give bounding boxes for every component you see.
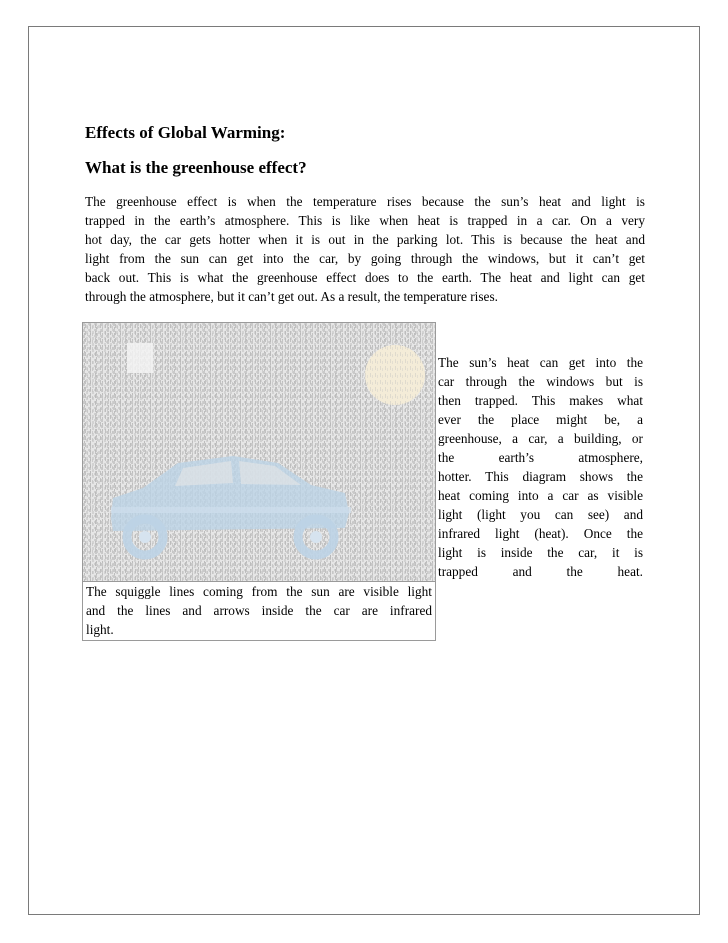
side-explanation: [438, 353, 643, 581]
rear-hub: [310, 531, 322, 543]
paragraph-line: hot day, the car gets hotter when it is out in the parking lot. This is because the heat and: [85, 232, 645, 247]
side-line: car through the windows but is: [438, 374, 643, 389]
side-line: infrared light (heat). Once the: [438, 526, 643, 541]
paragraph-line: light from the sun can get into the car, by going through the windows, but it can’t get: [85, 251, 645, 266]
side-line: trapped and the heat.: [438, 564, 643, 579]
front-hub: [139, 531, 151, 543]
paragraph-line: back out. This is what the greenhouse effect does to the earth. The heat and light can get: [85, 270, 645, 285]
side-line: heat coming into a car as visible: [438, 488, 643, 503]
car-trim: [111, 507, 351, 513]
side-line: greenhouse, a car, a building, or: [438, 431, 643, 446]
intro-paragraph: [85, 192, 645, 306]
paragraph-line: The greenhouse effect is when the temperature rises because the sun’s heat and light is: [85, 194, 645, 209]
document-title: Effects of Global Warming:: [85, 123, 286, 142]
side-line: The sun’s heat can get into the: [438, 355, 643, 370]
side-line: ever the place might be, a: [438, 412, 643, 427]
caption-line: light.: [86, 622, 114, 637]
side-line: hotter. This diagram shows the: [438, 469, 643, 484]
sun-texture: [365, 345, 425, 405]
light-glare: [127, 343, 153, 373]
side-line: then trapped. This makes what: [438, 393, 643, 408]
paragraph-line: trapped in the earth’s atmosphere. This is like when heat is trapped in a car. On a very: [85, 213, 645, 228]
section-heading: What is the greenhouse effect?: [85, 158, 307, 177]
paragraph-line: through the atmosphere, but it can’t get out. As a result, the temperature rises.: [85, 289, 498, 304]
greenhouse-figure: [82, 322, 436, 582]
side-line: light is inside the car, it is: [438, 545, 643, 560]
side-line: the earth’s atmosphere,: [438, 450, 643, 465]
caption-line: and the lines and arrows inside the car are infrared: [86, 603, 432, 618]
side-line: light (light you can see) and: [438, 507, 643, 522]
car-under-sun-illustration: [83, 323, 435, 581]
caption-line: The squiggle lines coming from the sun are visible light: [86, 584, 432, 599]
figure-caption: [82, 581, 436, 641]
